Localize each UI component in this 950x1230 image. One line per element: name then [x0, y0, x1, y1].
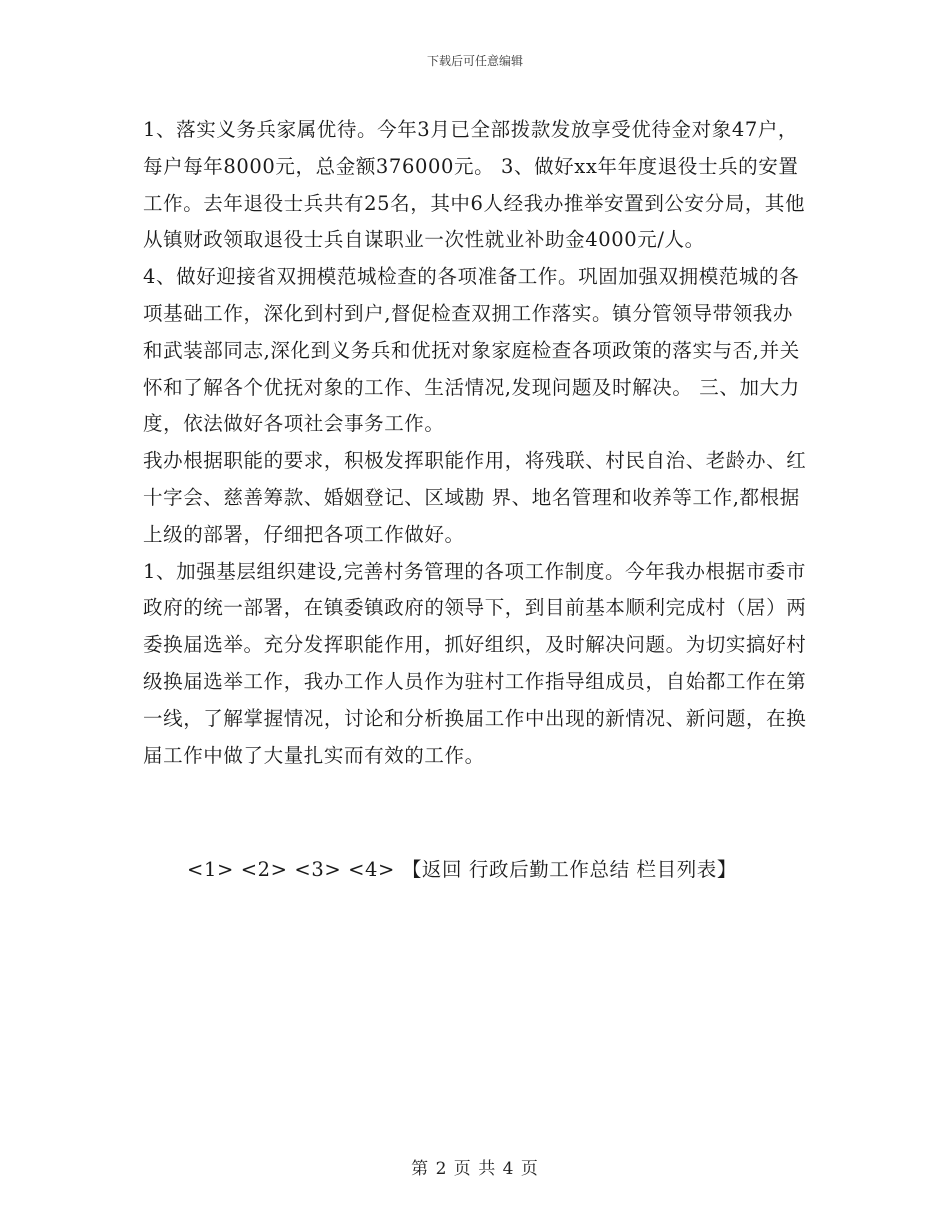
paragraph: 1、落实义务兵家属优待。今年3月已全部拨款发放享受优待金对象47户，每户每年8000元，总金额376000元。 3、做好xx年年度退役士兵的安置工作。去年退役士兵共有25名，其中6人经我办推举安置到公安分局，其他从镇财政领取退役士兵自谋职业一次性就业补助金4000元/人。	[143, 118, 806, 252]
paragraph: 我办根据职能的要求，积极发挥职能作用，将残联、村民自治、老龄办、红十字会、慈善筹款、婚姻登记、区域勘 界、地名管理和收养等工作,都根据上级的部署，仔细把各项工作做好。	[143, 449, 807, 546]
page-link-1[interactable]: <1>	[187, 858, 234, 881]
paragraph: 1、加强基层组织建设,完善村务管理的各项工作制度。今年我办根据市委市政府的统一部署，在镇委镇政府的领导下，到目前基本顺利完成村（居）两委换届选举。充分发挥职能作用，抓好组织，及时解决问题。为切实搞好村级换届选举工作，我办工作人员作为驻村工作指导组成员，自始都工作在第一线，了解掌握情况，讨论和分析换届工作中出现的新情况、新问题，在换届工作中做了大量扎实而有效的工作。	[143, 559, 807, 767]
page-link-3[interactable]: <3>	[294, 858, 342, 881]
page-link-2[interactable]: <2>	[240, 858, 288, 881]
page-header-note: 下载后可任意编辑	[426, 54, 523, 68]
page-link-4[interactable]: <4>	[348, 858, 395, 881]
back-to-column-list-link[interactable]: 【返回 行政后勤工作总结 栏目列表】	[401, 858, 738, 881]
page-navigation	[187, 852, 737, 888]
page-number: 第 2 页 共 4 页	[411, 1159, 539, 1179]
document-body	[143, 112, 807, 774]
paragraph: 4、做好迎接省双拥模范城检查的各项准备工作。巩固加强双拥模范城的各项基础工作，深化到村到户,督促检查双拥工作落实。镇分管领导带领我办和武装部同志,深化到义务兵和优抚对象家庭检查各项政策的落实与否,并关怀和了解各个优抚对象的工作、生活情况,发现问题及时解决。 三、加大力度，依法做好各项社会事务工作。	[143, 265, 800, 436]
